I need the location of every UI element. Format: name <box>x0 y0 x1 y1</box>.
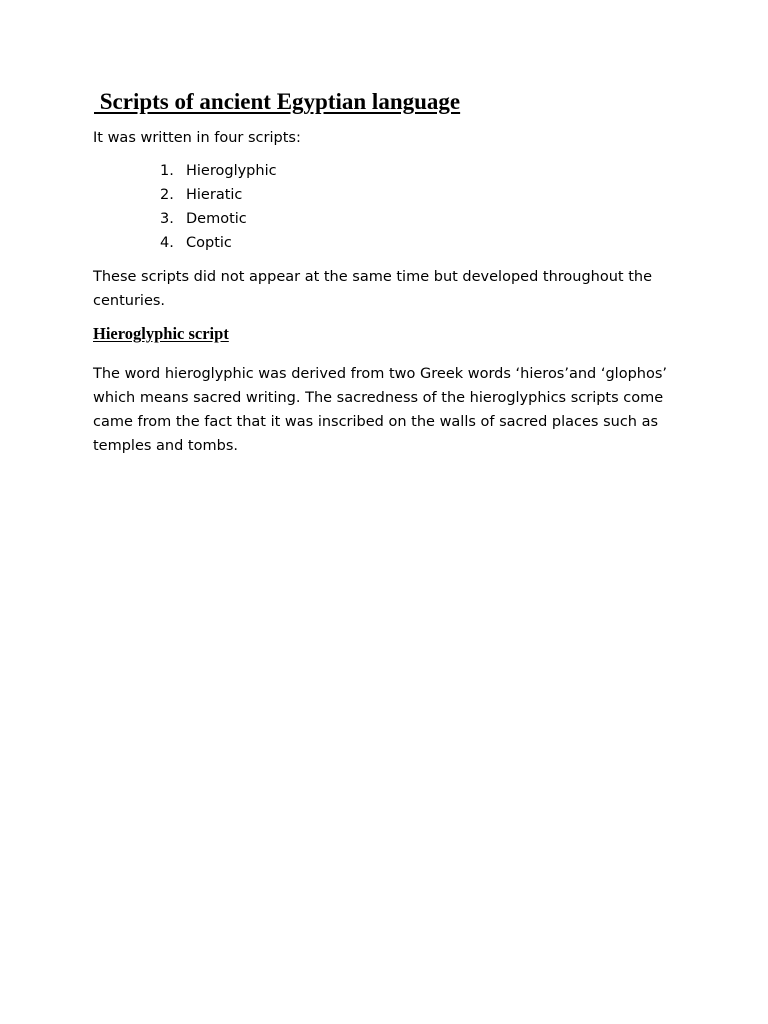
list-item-label: Hieratic <box>186 187 243 203</box>
list-item-number: 3. <box>160 211 174 227</box>
list-item-label: Hieroglyphic <box>186 163 277 179</box>
section-heading-hieroglyphic: Hieroglyphic script <box>93 324 229 343</box>
intro-text: It was written in four scripts: <box>93 130 301 146</box>
list-item-label: Demotic <box>186 211 247 227</box>
paragraph-development: These scripts did not appear at the same time but developed throughout the centuries. <box>93 269 653 309</box>
list-item <box>160 231 277 255</box>
page-title: Scripts of ancient Egyptian language <box>94 89 461 114</box>
list-item-number: 2. <box>160 187 174 203</box>
paragraph-hieroglyphic: The word hieroglyphic was derived from two Greek words ‘hieros’and ‘glophos’ which means sacred writing. The sacredness of the hieroglyphics scripts come came from the fact that it was inscribed on the walls of sacred places such as temples and tombs. <box>93 366 668 454</box>
list-item-number: 4. <box>160 235 174 251</box>
scripts-list <box>160 159 277 255</box>
list-item-number: 1. <box>160 163 174 179</box>
list-item <box>160 183 277 207</box>
list-item <box>160 159 277 183</box>
list-item <box>160 207 277 231</box>
list-item-label: Coptic <box>186 235 232 251</box>
